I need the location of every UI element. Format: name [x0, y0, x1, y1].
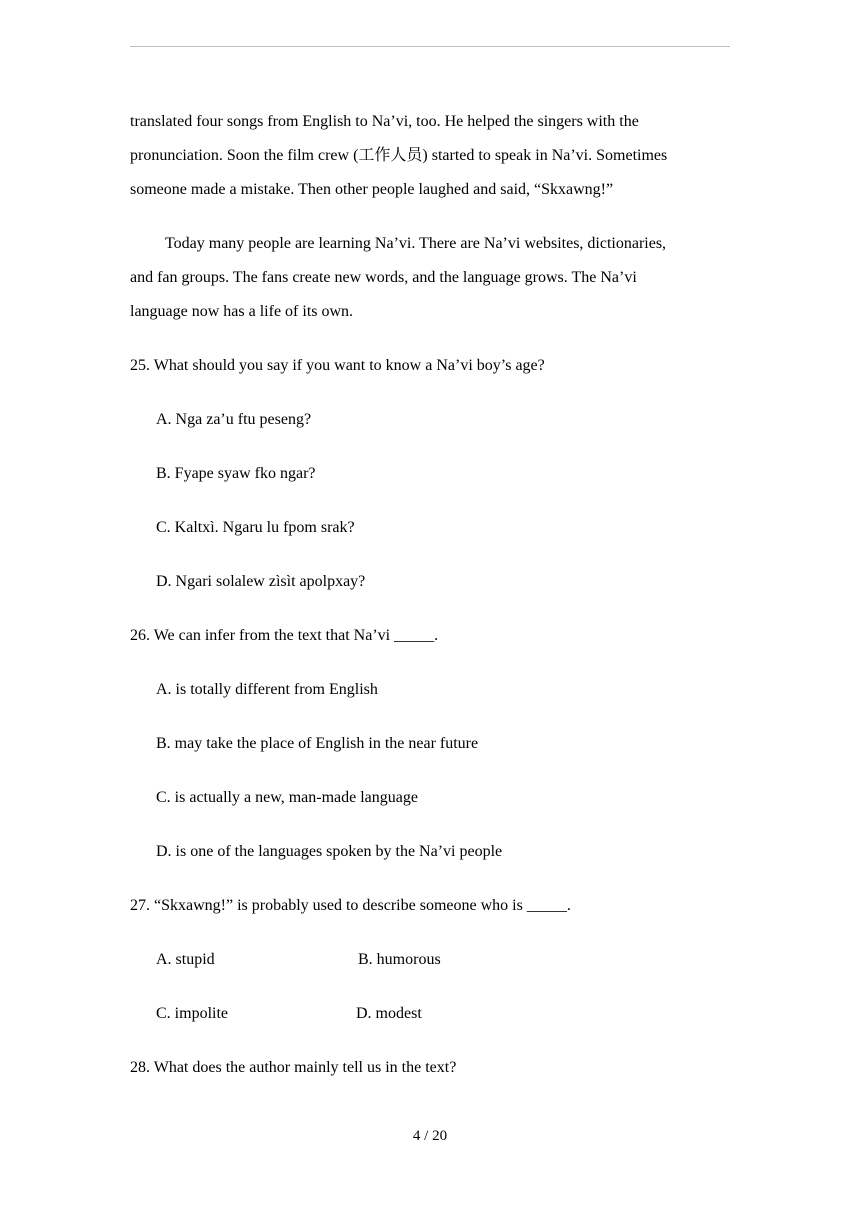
header-rule — [130, 46, 730, 47]
passage-line: translated four songs from English to Na’vi, too. He helped the singers with the — [130, 113, 639, 130]
answer-option: D. Ngari solalew zìsìt apolpxay? — [156, 573, 366, 590]
answer-option: B. may take the place of English in the near future — [156, 735, 479, 752]
answer-option: C. Kaltxì. Ngaru lu fpom srak? — [156, 519, 355, 536]
passage-line: someone made a mistake. Then other people laughed and said, “Skxawng!” — [130, 181, 614, 198]
passage-line: and fan groups. The fans create new words, and the language grows. The Na’vi — [130, 269, 637, 286]
question-stem: 25. What should you say if you want to know a Na’vi boy’s age? — [130, 357, 545, 374]
question-stem: 28. What does the author mainly tell us in the text? — [130, 1059, 457, 1076]
answer-option: D. is one of the languages spoken by the Na’vi people — [156, 843, 503, 860]
page-number: 4 / 20 — [412, 1128, 448, 1144]
answer-option: A. Nga za’u ftu peseng? — [156, 411, 312, 428]
passage-line: Today many people are learning Na’vi. There are Na’vi websites, dictionaries, — [165, 235, 667, 252]
question-stem: 27. “Skxawng!” is probably used to describe someone who is _____. — [130, 897, 571, 914]
answer-option: C. is actually a new, man-made language — [156, 789, 418, 806]
answer-option: C. impolite — [156, 1005, 228, 1022]
passage-line: pronunciation. Soon the film crew (工作人员) started to speak in Na’vi. Sometimes — [130, 147, 668, 164]
answer-option: B. humorous — [358, 951, 441, 968]
question-stem: 26. We can infer from the text that Na’vi _____. — [130, 627, 439, 644]
answer-option: A. stupid — [156, 951, 215, 968]
answer-option: B. Fyape syaw fko ngar? — [156, 465, 316, 482]
answer-option: A. is totally different from English — [156, 681, 378, 698]
answer-option: D. modest — [356, 1005, 422, 1022]
passage-line: language now has a life of its own. — [130, 303, 354, 320]
